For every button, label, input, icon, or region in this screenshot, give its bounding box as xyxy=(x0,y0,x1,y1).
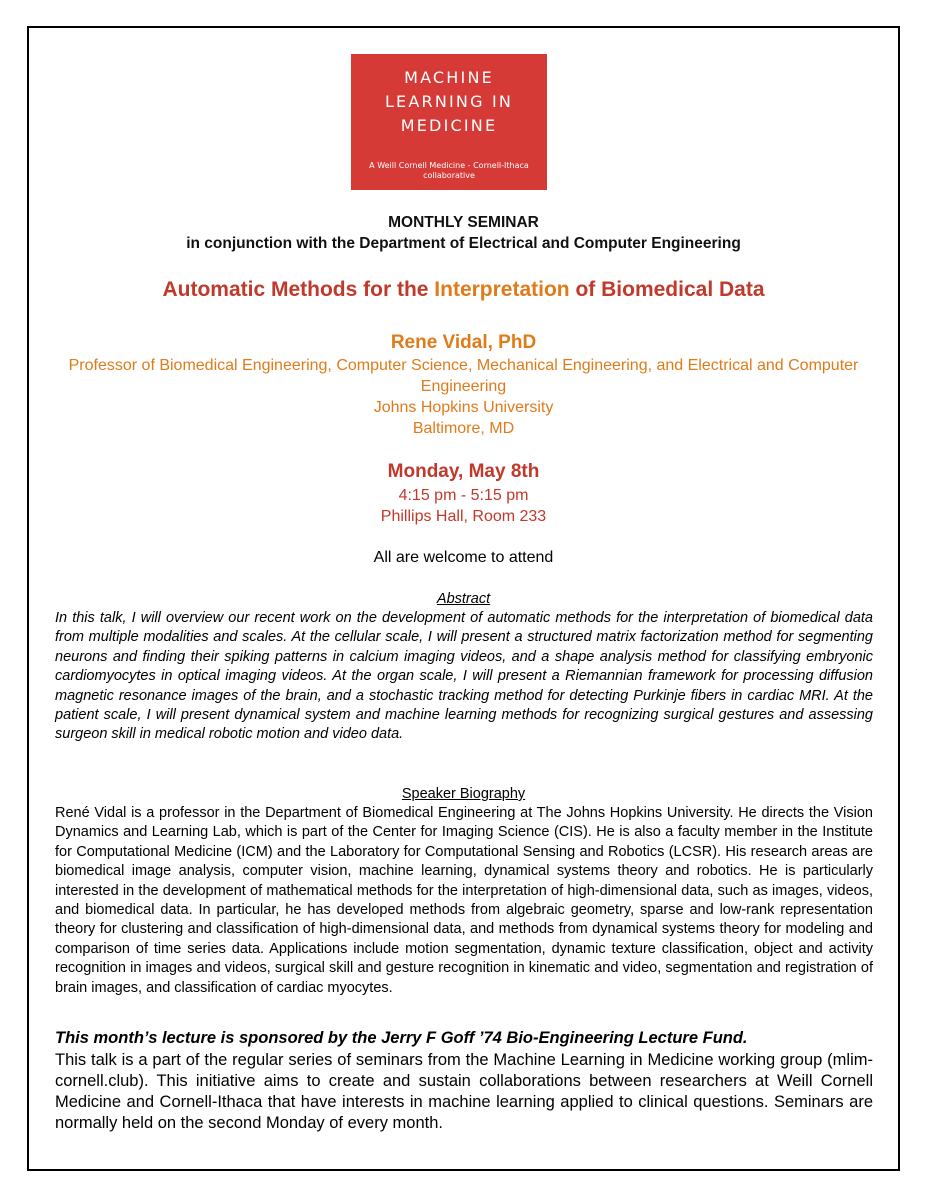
event-info xyxy=(30,485,897,527)
seminar-label: MONTHLY SEMINAR xyxy=(388,214,539,231)
event-time: 4:15 pm - 5:15 pm xyxy=(398,487,529,504)
talk-title xyxy=(30,277,897,303)
event-venue: Phillips Hall, Room 233 xyxy=(380,508,547,525)
logo-subtitle: A Weill Cornell Medicine - Cornell-Ithaca collaborative xyxy=(369,161,529,180)
biography-body: René Vidal is a professor in the Department of Biomedical Engineering at The Johns Hopkins University. He directs the Vision Dynamics and Learning Lab, which is part of the Center for Imaging Science (CIS). He is also a faculty member in the Institute for Computational Medicine (ICM) and the Laboratory for Computational Sensing and Robotics (LCSR). His research areas are biomedical image analysis, computer vision, machine learning, dynamical systems theory and robotics. He is particularly interested in the development of mathematical methods for the interpretation of high-dimensional data, such as images, videos, and biomedical data. In particular, he has developed methods from algebraic geometry, sparse and low-rank representation theory for clustering and classification of high-dimensional data, and methods from dynamical systems theory for modeling and comparison of time series data. Applications include motion segmentation, dynamic texture classification, object and activity recognition in images and videos, surgical skill and gesture recognition in kinematic and video, segmentation and registration of brain images, and classification of cardiac myocytes. xyxy=(55,805,873,996)
abstract-heading: Abstract xyxy=(436,591,491,607)
seminar-header xyxy=(30,212,897,254)
welcome-note: All are welcome to attend xyxy=(373,549,554,566)
logo-title: MACHINE LEARNING IN MEDICINE xyxy=(384,68,514,135)
abstract-body: In this talk, I will overview our recent work on the development of automatic methods for the interpretation of biomedical data from multiple modalities and scales. At the cellular scale, I will present a structured matrix factorization method for segmenting neurons and finding their spiking patterns in calcium imaging videos, and a shape analysis method for classifying embryonic cardiomyocytes in optical imaging videos. At the organ scale, I will present a Riemannian framework for processing diffusion magnetic resonance images of the brain, and a stochastic tracking method for detecting Purkinje fibers in cardiac MRI. At the patient scale, I will present dynamical system and machine learning methods for recognizing surgical gestures and assessing surgeon skill in medical robotic motion and video data. xyxy=(55,610,873,743)
speaker-position: Professor of Biomedical Engineering, Computer Science, Mechanical Engineering, and Electrical and Computer Engineering xyxy=(68,357,859,395)
talk-title-part1: Automatic Methods for the xyxy=(162,278,435,301)
speaker-institution: Johns Hopkins University xyxy=(373,399,554,416)
talk-title-part3: of Biomedical Data xyxy=(569,278,765,301)
speaker-name: Rene Vidal, PhD xyxy=(390,332,537,353)
speaker-info xyxy=(30,355,897,439)
biography-heading: Speaker Biography xyxy=(401,786,526,802)
series-description: This talk is a part of the regular series of seminars from the Machine Learning in Medicine working group (mlim-cornell.club). This initiative aims to create and sustain collaborations between researchers at Weill Cornell Medicine and Cornell-Ithaca that have interests in machine learning applied to clinical questions. Seminars are normally held on the second Monday of every month. xyxy=(55,1051,873,1132)
seminar-partner: in conjunction with the Department of Electrical and Computer Engineering xyxy=(186,235,741,252)
sponsor-note: This month’s lecture is sponsored by the Jerry F Goff ’74 Bio-Engineering Lecture Fund. xyxy=(55,1029,748,1047)
talk-title-part2: Interpretation xyxy=(434,278,570,301)
speaker-location: Baltimore, MD xyxy=(412,420,515,437)
event-date: Monday, May 8th xyxy=(387,461,540,482)
mlim-logo xyxy=(351,54,547,190)
